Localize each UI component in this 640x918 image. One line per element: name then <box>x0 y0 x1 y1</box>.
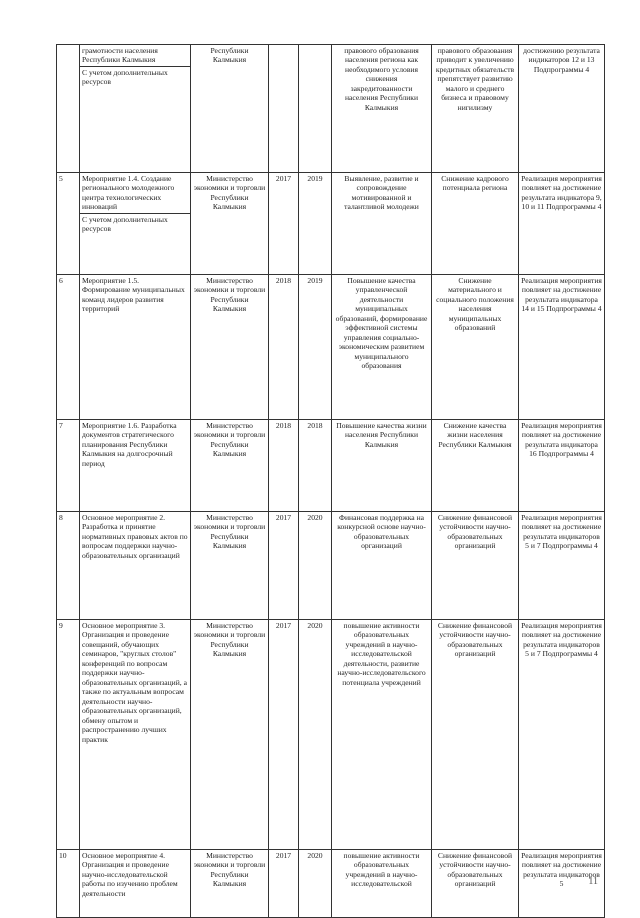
ministry-cell: Республики Калмыкия <box>191 45 269 173</box>
expected-outcome: правового образования населения региона как необходимого условия снижения закредитованности населения Республики Калмыкия <box>332 45 432 173</box>
measure-name: Мероприятие 1.4. Создание регионального молодежного центра технологических инноваций <box>82 174 175 212</box>
table-row <box>57 512 605 620</box>
indicator-link: Реализация мероприятия повлияет на достижение результата индикатора 9, 10 и 11 Подпрограммы 4 <box>519 173 605 275</box>
end-year: 2019 <box>299 173 332 275</box>
non-implementation-impact: Снижение материального и социального положения населения муниципальных образований <box>432 275 519 420</box>
measure-name-cell <box>80 620 191 850</box>
measure-name-cell <box>80 275 191 420</box>
measure-name: Мероприятие 1.6. Разработка документов стратегического планирования Республики Калмыкия на долгосрочный период <box>82 421 177 468</box>
measure-name-cell <box>80 850 191 918</box>
ministry-cell: Министерство экономики и торговли Республики Калмыкия <box>191 850 269 918</box>
measure-name-cell <box>80 512 191 620</box>
row-number: 10 <box>57 850 80 918</box>
indicator-link: достижению результата индикаторов 12 и 13 Подпрограммы 4 <box>519 45 605 173</box>
measures-table <box>56 44 605 918</box>
row-number <box>57 45 80 173</box>
measure-subnote: С учетом дополнительных ресурсов <box>80 66 190 87</box>
non-implementation-impact: Снижение финансовой устойчивости научно-образовательных организаций <box>432 850 519 918</box>
measure-name: Мероприятие 1.5. Формирование муниципальных команд лидеров развития территорий <box>82 276 185 314</box>
ministry-cell: Министерство экономики и торговли Республики Калмыкия <box>191 512 269 620</box>
start-year: 2018 <box>269 420 299 512</box>
indicator-link: Реализация мероприятия повлияет на достижение результата индикатора 16 Подпрограммы 4 <box>519 420 605 512</box>
end-year: 2020 <box>299 850 332 918</box>
table-row <box>57 850 605 918</box>
table-row <box>57 275 605 420</box>
end-year: 2019 <box>299 275 332 420</box>
start-year <box>269 45 299 173</box>
start-year: 2018 <box>269 275 299 420</box>
start-year: 2017 <box>269 620 299 850</box>
start-year: 2017 <box>269 512 299 620</box>
indicator-link: Реализация мероприятия повлияет на достижение результата индикаторов 5 и 7 Подпрограммы 4 <box>519 512 605 620</box>
page-number: 11 <box>588 876 598 887</box>
row-number: 6 <box>57 275 80 420</box>
end-year: 2018 <box>299 420 332 512</box>
expected-outcome: Повышение качества жизни населения Республики Калмыкия <box>332 420 432 512</box>
end-year: 2020 <box>299 512 332 620</box>
non-implementation-impact: правового образования приводит к увеличению кредитных обязательств препятствует развитию малого и среднего бизнеса и правовому нигилизму <box>432 45 519 173</box>
measure-name: Основное мероприятие 4. Организация и проведение научно-исследовательской работы по изучению проблем деятельности <box>82 851 178 898</box>
ministry-cell: Министерство экономики и торговли Республики Калмыкия <box>191 173 269 275</box>
row-number: 5 <box>57 173 80 275</box>
non-implementation-impact: Снижение финансовой устойчивости научно-образовательных организаций <box>432 620 519 850</box>
measure-name: Основное мероприятие 2. Разработка и принятие нормативных правовых актов по вопросам поддержки научно-образовательных организаций <box>82 513 188 560</box>
measure-name-cell <box>80 45 191 173</box>
start-year: 2017 <box>269 850 299 918</box>
ministry-cell: Министерство экономики и торговли Республики Калмыкия <box>191 620 269 850</box>
non-implementation-impact: Снижение финансовой устойчивости научно-образовательных организаций <box>432 512 519 620</box>
ministry-cell: Министерство экономики и торговли Республики Калмыкия <box>191 420 269 512</box>
expected-outcome: повышение активности образовательных учреждений в научно-исследовательской <box>332 850 432 918</box>
expected-outcome: повышение активности образовательных учреждений в научно-исследовательской деятельности, развитие научно-исследовательского потенциала учреждений <box>332 620 432 850</box>
measure-name: грамотности населения Республики Калмыкия <box>82 46 158 65</box>
table-row <box>57 45 605 173</box>
measure-subnote: С учетом дополнительных ресурсов <box>80 213 190 234</box>
expected-outcome: Финансовая поддержка на конкурсной основе научно-образовательных организаций <box>332 512 432 620</box>
expected-outcome: Повышение качества управленческой деятельности муниципальных образований, формирование эффективной системы управления социально-экономическим развитием муниципального образования <box>332 275 432 420</box>
non-implementation-impact: Снижение качества жизни населения Республики Калмыкия <box>432 420 519 512</box>
expected-outcome: Выявление, развитие и сопровождение мотивированной и талантливой молодежи <box>332 173 432 275</box>
indicator-link: Реализация мероприятия повлияет на достижение результата индикаторов 5 <box>519 850 605 918</box>
row-number: 9 <box>57 620 80 850</box>
measure-name-cell <box>80 420 191 512</box>
measure-name: Основное мероприятие 3. Организация и проведение совещаний, обучающих семинаров, "круглых столов" конференций по вопросам поддержки научно-образовательных организаций, а также по актуальным вопросам деятельности научно-образовательных организаций, обмену опытом и распространению лучших практик <box>82 621 187 744</box>
row-number: 8 <box>57 512 80 620</box>
table-row <box>57 173 605 275</box>
row-number: 7 <box>57 420 80 512</box>
end-year: 2020 <box>299 620 332 850</box>
indicator-link: Реализация мероприятия повлияет на достижение результата индикаторов 5 и 7 Подпрограммы 4 <box>519 620 605 850</box>
start-year: 2017 <box>269 173 299 275</box>
indicator-link: Реализация мероприятия повлияет на достижение результата индикатора 14 и 15 Подпрограммы 4 <box>519 275 605 420</box>
non-implementation-impact: Снижение кадрового потенциала региона <box>432 173 519 275</box>
measure-name-cell <box>80 173 191 275</box>
ministry-cell: Министерство экономики и торговли Республики Калмыкия <box>191 275 269 420</box>
table-row <box>57 420 605 512</box>
end-year <box>299 45 332 173</box>
table-row <box>57 620 605 850</box>
